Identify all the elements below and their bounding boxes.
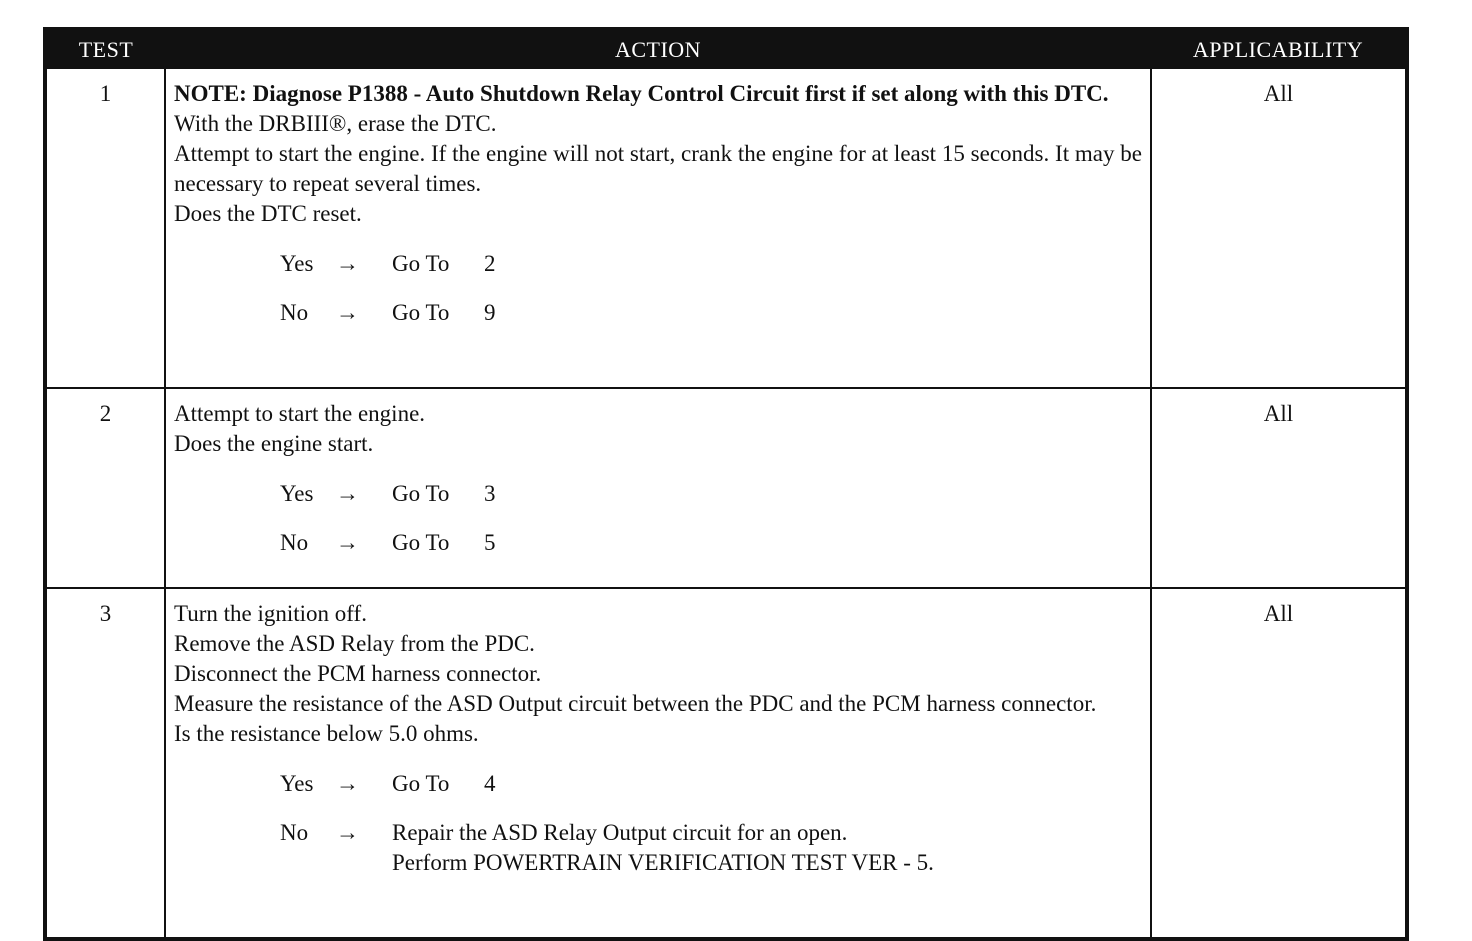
test-number: 1 xyxy=(45,69,165,388)
header-action: ACTION xyxy=(165,29,1151,69)
branch-yes xyxy=(280,769,1142,799)
action-line: Does the DTC reset. xyxy=(174,201,362,226)
branch-outcome xyxy=(392,818,934,878)
action-line: Disconnect the PCM harness connector. xyxy=(174,661,542,686)
note-text: NOTE: Diagnose P1388 - Auto Shutdown Relay Control Circuit first if set along with this DTC. xyxy=(174,81,1109,106)
goto-label: Go To xyxy=(392,300,450,325)
branch-outcome xyxy=(392,298,496,328)
branch-label: Yes xyxy=(280,251,314,276)
action-line: Attempt to start the engine. xyxy=(174,401,426,426)
branch-label: No xyxy=(280,530,309,555)
branch-outcome xyxy=(392,479,496,509)
action-line: Attempt to start the engine. If the engine will not start, crank the engine for at least 15 seconds. It may be necessary to repeat several times. xyxy=(174,141,1142,196)
header-applicability: APPLICABILITY xyxy=(1151,29,1407,69)
table-row xyxy=(45,388,1407,588)
action-line: Turn the ignition off. xyxy=(174,601,367,626)
repair-instruction: Repair the ASD Relay Output circuit for an open. xyxy=(392,820,848,845)
applicability-value: All xyxy=(1151,588,1407,939)
branch-label: Yes xyxy=(280,771,314,796)
action-line: With the DRBIII®, erase the DTC. xyxy=(174,111,497,136)
branch-outcome xyxy=(392,528,496,558)
test-number: 2 xyxy=(45,388,165,588)
header-test: TEST xyxy=(45,29,165,69)
action-cell xyxy=(165,588,1151,939)
table-row xyxy=(45,69,1407,388)
verification-instruction: Perform POWERTRAIN VERIFICATION TEST VER - 5. xyxy=(392,850,934,875)
branch-label: Yes xyxy=(280,481,314,506)
goto-label: Go To xyxy=(392,481,450,506)
goto-label: Go To xyxy=(392,251,450,276)
branch-no xyxy=(280,298,1142,328)
action-cell xyxy=(165,388,1151,588)
table-header-row xyxy=(45,29,1407,69)
branch-yes xyxy=(280,249,1142,279)
goto-target: 9 xyxy=(484,300,496,325)
action-line: Is the resistance below 5.0 ohms. xyxy=(174,721,479,746)
goto-target: 2 xyxy=(484,251,496,276)
arrow-right-icon: → xyxy=(336,771,359,796)
action-line: Does the engine start. xyxy=(174,431,374,456)
arrow-right-icon: → xyxy=(336,530,359,555)
branch-yes xyxy=(280,479,1142,509)
action-cell xyxy=(165,69,1151,388)
branch-label: No xyxy=(280,820,309,845)
action-line: Remove the ASD Relay from the PDC. xyxy=(174,631,535,656)
arrow-right-icon: → xyxy=(336,251,359,276)
table-row xyxy=(45,588,1407,939)
arrow-right-icon: → xyxy=(336,820,359,845)
goto-target: 3 xyxy=(484,481,496,506)
goto-label: Go To xyxy=(392,530,450,555)
branch-label: No xyxy=(280,300,309,325)
arrow-right-icon: → xyxy=(336,481,359,506)
goto-label: Go To xyxy=(392,771,450,796)
branch-outcome xyxy=(392,249,496,279)
test-number: 3 xyxy=(45,588,165,939)
action-line: Measure the resistance of the ASD Output circuit between the PDC and the PCM harness connector. xyxy=(174,691,1097,716)
applicability-value: All xyxy=(1151,69,1407,388)
arrow-right-icon: → xyxy=(336,300,359,325)
diagnostic-test-table xyxy=(43,27,1409,941)
branch-no xyxy=(280,528,1142,558)
goto-target: 5 xyxy=(484,530,496,555)
applicability-value: All xyxy=(1151,388,1407,588)
goto-target: 4 xyxy=(484,771,496,796)
branch-outcome xyxy=(392,769,496,799)
branch-no xyxy=(280,818,1142,878)
